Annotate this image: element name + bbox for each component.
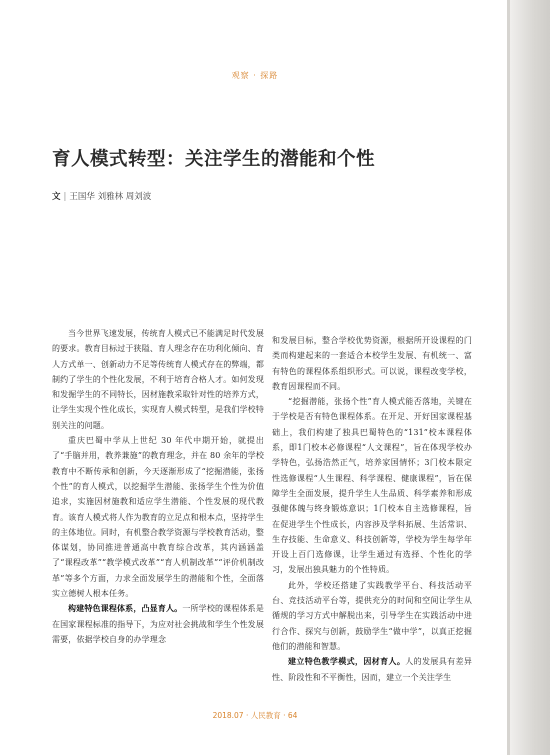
paragraph-lead: 构建特色课程体系，凸显育人。 xyxy=(68,603,183,614)
paragraph xyxy=(272,654,472,685)
paragraph-body: 一所学校的课程体系是在国家课程标准的指导下，为应对社会挑战和学生个性发展需要，依据学校自身的办学理念 xyxy=(52,604,264,644)
paragraph: 此外，学校还搭建了实践教学平台、科技活动平台、竞技活动平台等，提供充分的时间和空间让学生从循规的学习方式中解脱出来，引导学生在实践活动中进行合作、探究与创新，鼓励学生“做中学”，以真正挖掘他们的潜能和智慧。 xyxy=(272,580,472,651)
byline-separator: | xyxy=(63,192,67,202)
byline-label: 文 xyxy=(52,192,61,202)
paragraph: 和发展目标，整合学校优势资源，根据所开设课程的门类而构建起来的一套适合本校学生发展、有机统一、富有特色的课程体系组织形式。可以说，课程改变学校，教育因课程而不同。 xyxy=(272,336,472,391)
paragraph-lead: 建立特色教学模式，因材育人。 xyxy=(288,656,406,667)
paragraph: 重庆巴蜀中学从上世纪 30 年代中期开始，就提出了“手脑并用，教养兼施”的教育理念，并在 80 余年的学校教育中不断传承和创新，今天逐渐形成了“挖掘潜能，张扬个性”的育人模式，以挖掘学生潜能、张扬学生个性为价值追求，实施因材施教和适应学生潜能、个性发展的现代教育。该育人模式将人作为教育的立足点和根本点，坚持学生的主体地位。同时，有机整合教学资源与学校教育活动，整体谋划，协同推进普通高中教育综合改革，其内涵涵盖了“课程改革”“教学模式改革”“育人机制改革”“评价机制改革”等多个方面，力求全面发展学生的潜能和个性，全面落实立德树人根本任务。 xyxy=(52,436,264,599)
byline-authors: 王国华 刘雅林 周刘波 xyxy=(69,192,152,202)
page-footer: 2018.07 · 人民教育 · 64 xyxy=(212,711,298,720)
facing-page-edge xyxy=(510,0,550,755)
paragraph xyxy=(52,601,264,647)
byline xyxy=(52,190,151,202)
section-tag: 观察 · 探路 xyxy=(231,71,279,80)
paragraph-body: 人的发展具有差异性、阶段性和不平衡性，因而，建立一个关注学生 xyxy=(272,657,472,682)
paragraph: “挖掘潜能，张扬个性”育人模式能否落地，关键在于学校是否有特色课程体系。在开足、开好国家课程基础上，我们构建了独具巴蜀特色的“131”校本课程体系，即1门校本必修课程“人文课程”，旨在体现学校办学特色，弘扬浩然正气，培养家国情怀；3门校本限定性选修课程“人生课程、科学课程、健康课程”，旨在保障学生全面发展，提升学生人生品质、科学素养和形成强健体魄与终身锻炼意识；1门校本自主选修课程，旨在促进学生个性成长，内容涉及学科拓展、生活常识、生存技能、生命意义、科技创新等，学校为学生每学年开设上百门选修课，让学生通过有选择、个性化的学习，发展出独具魅力的个性特质。 xyxy=(272,397,472,575)
paragraph: 当今世界飞速发展，传统育人模式已不能满足时代发展的要求。教育目标过于狭隘、育人理念存在功利化倾向、育人方式单一、创新动力不足等传统育人模式存在的弊端，都制约了学生的个性化发展，不利于培育合格人才。如何发现和发掘学生的不同特长，因材施教采取针对性的培养方式，让学生实现个性化成长，实现育人模式转型，是我们学校特别关注的问题。 xyxy=(52,329,264,430)
left-column xyxy=(52,326,264,647)
right-column xyxy=(272,333,472,685)
article-title: 育人模式转型：关注学生的潜能和个性 xyxy=(52,149,376,170)
